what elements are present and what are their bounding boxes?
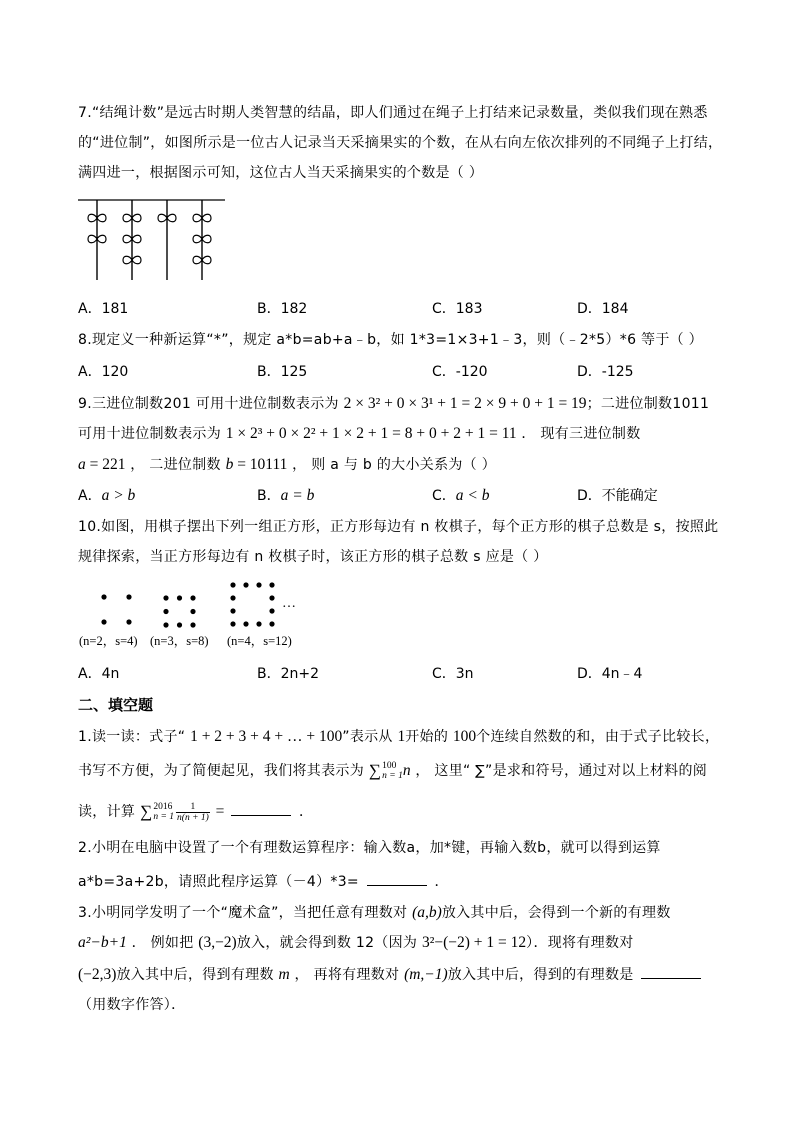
- pattern-ellipsis: …: [282, 596, 296, 611]
- fill-q3-text-line-3: [78, 964, 704, 984]
- q10-option-a: A．4n: [78, 666, 120, 682]
- chess-piece-dot: [101, 594, 106, 599]
- chess-piece-dot: [230, 582, 235, 587]
- q9-option-c: [432, 486, 490, 506]
- fill-q1-text-line-1: [78, 727, 719, 747]
- q9-var-a: a: [78, 456, 86, 473]
- chess-piece-dot: [269, 582, 274, 587]
- q9-text-line-2: [78, 424, 641, 444]
- q9-line3-text-a: ， 二进位制数: [125, 457, 226, 473]
- q9-var-b: b: [225, 456, 234, 473]
- fill-q3-rule-formula: a²−b+1: [78, 934, 127, 951]
- fill-q3-var-m: m: [278, 966, 290, 983]
- q9-value-a: = 221: [85, 456, 126, 473]
- knot-rope-figure: [76, 195, 231, 285]
- fraction-numerator: 1: [176, 802, 210, 813]
- fill-q1-text-line-2: [78, 758, 707, 784]
- q9-line1-text-a: 9.三进位制数201 可用十进位制数表示为: [78, 396, 344, 412]
- q9-value-b: = 10111: [233, 456, 288, 473]
- sum-lower-limit: n = 1: [153, 812, 175, 822]
- q9-line2-text-b: ． 现有三进位制数: [516, 426, 641, 442]
- q9-line2-text-a: 可用十进位制数表示为: [78, 426, 226, 442]
- q10-text-line-2: 规律探索，当正方形每边有 n 枚棋子时，该正方形的棋子总数 s 应是（ ）: [78, 549, 548, 565]
- fill-q1-line2-text-a: 书写不方便，为了简便起见，我们将其表示为: [78, 763, 369, 779]
- chess-piece-dot: [163, 622, 168, 627]
- fill-q3-line3-text-c: 放入其中后，得到的有理数是: [447, 967, 639, 983]
- option-formula: a < b: [455, 487, 490, 504]
- fill-q1-start-number: 1: [397, 728, 406, 745]
- option-label: A．: [78, 488, 102, 504]
- figure-caption-1: (n=2，s=4): [79, 634, 138, 648]
- q7-text-line-3: 满四进一，根据图示可知，这位古人当天采摘果实的个数是（ ）: [78, 165, 484, 181]
- chess-piece-dot: [230, 595, 235, 600]
- fill-q3-pair-ab: (a,b): [412, 904, 442, 921]
- sum-limits: [153, 802, 174, 822]
- fill-q2-line2-text-a: a*b=3a+2b，请照此程序运算（－4）*3=: [78, 874, 364, 890]
- q10-text-line-1: 10.如图，用棋子摆出下列一组正方形，正方形每边有 n 枚棋子，每个正方形的棋子总数是 s，按照此: [78, 519, 719, 535]
- option-text: 不能确定: [601, 488, 658, 504]
- q9-line2-formula: 1 × 2³ + 0 × 2² + 1 × 2 + 1 = 8 + 0 + 2 + 1 = 11: [225, 425, 517, 442]
- q9-option-a: [78, 486, 135, 506]
- chess-piece-dot: [177, 595, 182, 600]
- figure-caption-3: (n=4，s=12): [227, 634, 292, 648]
- q9-option-b: [257, 486, 314, 506]
- fill-q3-line2-text-b: 放入，就会得到数 12（因为: [236, 935, 422, 951]
- fraction: [176, 802, 210, 823]
- option-formula: a = b: [280, 487, 315, 504]
- fill-q1-line1-text-d: 个连续自然数的和，由于式子比较长，: [476, 729, 720, 745]
- fill-q3-text-line-1: [78, 903, 671, 923]
- summation-notation: [369, 761, 403, 781]
- chess-piece-dot: [190, 622, 195, 627]
- fill-q3-line2-text-c: ）．现将有理数对: [526, 935, 634, 951]
- chess-square-figure: [76, 575, 306, 633]
- q9-line1-text-b: ；二进位制数1011: [586, 396, 710, 412]
- fill-q3-line1-text-a: 3.小明同学发明了一个“魔术盒”，当把任意有理数对: [78, 905, 413, 921]
- chess-piece-dot: [269, 608, 274, 613]
- chess-piece-dot: [243, 621, 248, 626]
- q9-option-d: [577, 486, 658, 506]
- fill-q1-line3-text-a: 读，计算: [78, 804, 140, 820]
- fill-q3-text-line-4: （用数字作答）．: [78, 997, 186, 1013]
- chess-piece-dot: [163, 595, 168, 600]
- fill-q1-line2-text-b: ， 这里“ ∑”是求和符号，通过对以上材料的阅: [410, 763, 708, 779]
- fill-q3-example-pair: (3,−2): [198, 934, 237, 951]
- q10-option-c: C．3n: [432, 666, 474, 682]
- q7-option-c: C．183: [432, 301, 483, 317]
- fill-q2-text-line-2: [78, 871, 449, 891]
- chess-piece-dot: [126, 594, 131, 599]
- answer-blank: [367, 871, 427, 886]
- fill-q3-line2-text-a: ． 例如把: [126, 935, 199, 951]
- q9-line3-text-b: ， 则 a 与 b 的大小关系为（ ）: [287, 457, 497, 473]
- section-title: 二、填空题: [78, 696, 154, 714]
- fill-q1-text-line-3: [78, 799, 313, 825]
- fill-q3-line3-text-a: 放入其中后，得到有理数: [116, 967, 279, 983]
- q8-option-c: C．-120: [432, 364, 488, 380]
- q8-option-a: A．120: [78, 364, 129, 380]
- q7-option-b: B．182: [257, 301, 308, 317]
- q8-option-d: D．-125: [577, 364, 634, 380]
- option-label: C．: [432, 488, 456, 504]
- option-label: D．: [577, 488, 602, 504]
- summation-notation: [140, 802, 174, 822]
- sigma-symbol: ∑: [368, 761, 382, 780]
- answer-blank: [641, 964, 701, 979]
- chess-piece-dot: [269, 595, 274, 600]
- chess-piece-dot: [177, 622, 182, 627]
- chess-piece-dot: [230, 621, 235, 626]
- figure-caption-2: (n=3，s=8): [150, 634, 209, 648]
- chess-piece-dot: [230, 608, 235, 613]
- sum-body: n: [402, 762, 411, 779]
- fill-q3-pair-2: (m,−1): [404, 966, 448, 983]
- chess-piece-dot: [101, 619, 106, 624]
- q8-text-line-1: 8.现定义一种新运算“*”，规定 a*b=ab+a﹣b，如 1*3=1×3+1﹣3，则（﹣2*5）*6 等于（ ）: [78, 332, 703, 348]
- chess-piece-dot: [256, 621, 261, 626]
- option-formula: a > b: [101, 487, 136, 504]
- fill-q1-line1-text-b: ”表示从: [342, 729, 398, 745]
- sum-lower-limit: n = 1: [382, 771, 403, 781]
- chess-piece-dot: [243, 582, 248, 587]
- option-label: B．: [257, 488, 281, 504]
- chess-piece-dot: [126, 619, 131, 624]
- answer-blank: [231, 801, 291, 816]
- sum-upper-limit: 100: [382, 761, 397, 771]
- fill-q2-line2-text-b: ．: [429, 874, 449, 890]
- fill-q2-text-line-1: 2.小明在电脑中设置了一个有理数运算程序：输入数a，加*键，再输入数b，就可以得到运算: [78, 840, 661, 856]
- chess-piece-dot: [190, 609, 195, 614]
- fraction-denominator: n(n + 1): [177, 812, 209, 823]
- q8-option-b: B．125: [257, 364, 308, 380]
- fill-q3-example-formula: 3²−(−2) + 1 = 12: [421, 934, 527, 951]
- q9-text-line-1: [78, 394, 709, 414]
- sum-limits: [382, 761, 403, 781]
- chess-piece-dot: [190, 595, 195, 600]
- fill-q1-line3-text-c: ．: [294, 804, 314, 820]
- fill-q1-line1-text-c: 开始的: [405, 729, 453, 745]
- fill-q1-line1-text-a: 1.读一读：式子“: [78, 729, 191, 745]
- fill-q3-text-line-2: [78, 933, 634, 953]
- fill-q1-count-number: 100: [452, 728, 477, 745]
- chess-piece-dot: [256, 582, 261, 587]
- fill-q3-pair-1: (−2,3): [78, 966, 117, 983]
- equals-sign: =: [211, 803, 229, 820]
- q7-option-a: A．181: [78, 301, 129, 317]
- q7-option-d: D．184: [577, 301, 629, 317]
- q10-option-d: D．4n﹣4: [577, 666, 643, 682]
- sum-upper-limit: 2016: [153, 802, 173, 812]
- q10-option-b: B．2n+2: [257, 666, 320, 682]
- q9-text-line-3: [78, 455, 496, 475]
- chess-piece-dot: [163, 609, 168, 614]
- q9-line1-formula: 2 × 3² + 0 × 3¹ + 1 = 2 × 9 + 0 + 1 = 19: [343, 395, 587, 412]
- fill-q3-line1-text-b: 放入其中后，会得到一个新的有理数: [441, 905, 671, 921]
- fill-q3-line3-text-b: ， 再将有理数对: [289, 967, 405, 983]
- q7-text-line-1: 7.“结绳计数”是远古时期人类智慧的结晶，即人们通过在绳子上打结来记录数量，类似我们现在熟悉: [78, 105, 708, 121]
- fill-q1-series: 1 + 2 + 3 + 4 + … + 100: [190, 728, 343, 745]
- chess-piece-dot: [269, 621, 274, 626]
- sigma-symbol: ∑: [139, 802, 153, 821]
- q7-text-line-2: 的“进位制”，如图所示是一位古人记录当天采摘果实的个数，在从右向左依次排列的不同绳子上打结，: [78, 135, 723, 151]
